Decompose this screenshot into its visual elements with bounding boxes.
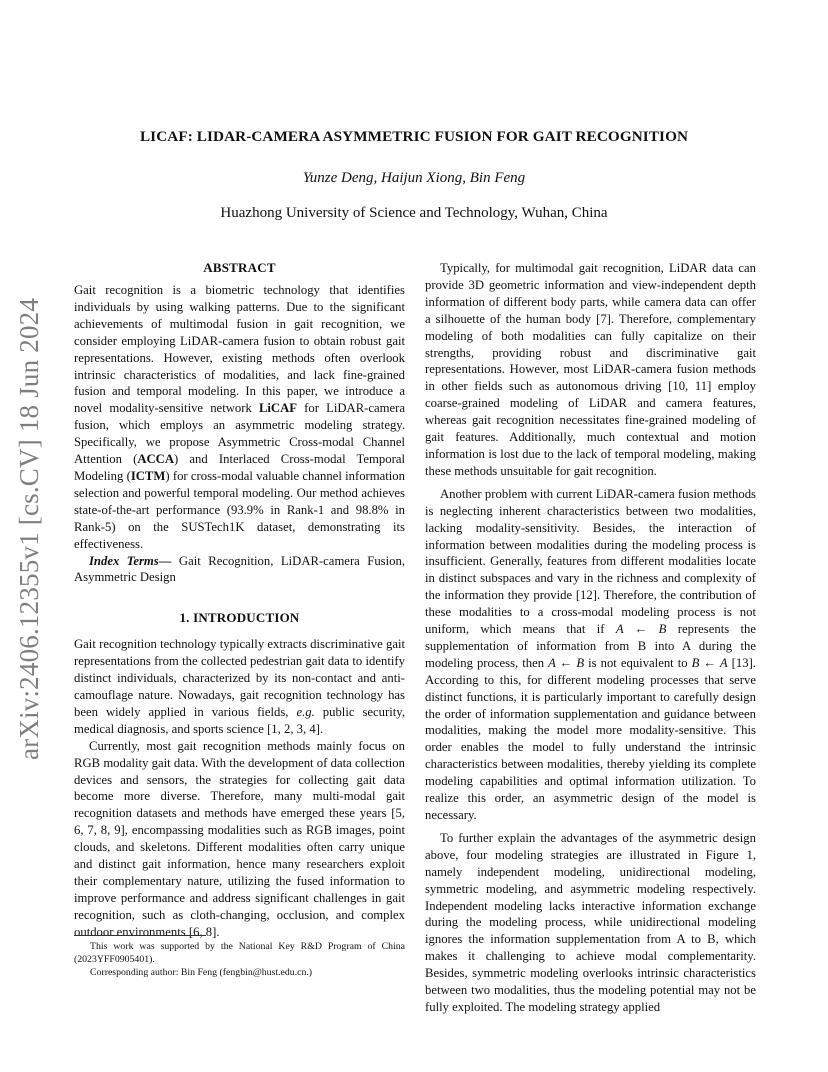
left-column [74, 260, 405, 941]
abstract-heading: ABSTRACT [203, 260, 276, 275]
right-paragraph-3: To further explain the advantages of the asymmetric design above, four modeling strategies are illustrated in Figure 1, namely independent modeling, unidirectional modeling, symmetric modeling, and asymmetric modeling respectively. Independent modeling lacks interactive information exchange during the modeling process, while unidirectional modeling ignores the information supplementation from A to B, which makes it challenging to achieve modal complementarity. Besides, symmetric modeling overlooks intrinsic characteristics between two modalities, thus the modeling potential may not be fully exploited. The modeling strategy applied [425, 830, 756, 1014]
paper-title: LICAF: LIDAR-CAMERA ASYMMETRIC FUSION FOR GAIT RECOGNITION [139, 128, 689, 145]
math-a-from-b: A ← B [615, 622, 667, 637]
paper-authors: Yunze Deng, Haijun Xiong, Bin Feng [302, 170, 526, 186]
footnote-divider [74, 935, 206, 936]
abstract-text: Gait recognition is a biometric technology that identifies individuals by using walking patterns. Due to the significant achievements of multimodal fusion in gait recognition, we consider employing LiDAR-camera fusion to obtain robust gait representations. However, existing methods often overlook intrinsic characteristics of modalities, and lack fine-grained fusion and temporal modeling. In this paper, we introduce a novel modality-sensitive network LiCAF for LiDAR-camera fusion, which employs an asymmetric modeling strategy. Specifically, we propose Asymmetric Cross-modal Channel Attention (ACCA) and Interlaced Cross-modal Temporal Modeling (ICTM) for cross-modal valuable channel information selection and powerful temporal modeling. Our method achieves state-of-the-art performance (93.9% in Rank-1 and 98.8% in Rank-5) on the SUSTech1K dataset, demonstrating its effectiveness. [74, 283, 405, 551]
right-paragraph-2: Another problem with current LiDAR-camera fusion methods is neglecting inherent characteristics between two modalities, lacking modality-sensitivity. Besides, the interaction of information between modalities during the modeling process is insufficient. Generally, features from different modalities locate in distinct subspaces and vary in the richness and complexity of the information they provide [12]. Therefore, the contribution of these modalities to a cross-modal modeling process is not uniform, which means that if A ← B represents the supplementation of information from B into A during the modeling process, then A ← B is not equivalent to B ← A [13]. According to this, for different modeling processes that serve distinct functions, it is particularly important to carefully design the order of information supplementation and guidance between modalities, making the model more modality-sensitive. This order enables the model to fully understand the intrinsic characteristics between modalities, thereby yielding its complete modeling capabilities and optimal information utilization. To realize this order, an asymmetric design of the model is necessary. [425, 486, 756, 822]
footnote-funding: This work was supported by the National Key R&D Program of China (2023YFF0905401). [74, 941, 405, 965]
math-b-from-a: B ← A [691, 655, 728, 670]
index-terms-label: Index Terms— [89, 553, 172, 568]
math-a-from-b-2: A ← B [548, 655, 585, 670]
intro-paragraph-1: Gait recognition technology typically extracts discriminative gait representations from the collected pedestrian gait data to identify distinct individuals, characterized by its non-contact and anti-camouflage nature. Nowadays, gait recognition technology has been widely applied in various fields, e.g. public security, medical diagnosis, and sports science [1, 2, 3, 4]. [74, 637, 405, 736]
introduction-heading: 1. INTRODUCTION [179, 610, 300, 626]
footnote [74, 940, 405, 979]
intro-paragraph-2: Currently, most gait recognition methods mainly focus on RGB modality gait data. With the development of data collection devices and sensors, the strategies for collecting gait data become more diverse. Therefore, many multi-modal gait recognition datasets and methods have emerged these years [5, 6, 7, 8, 9], encompassing modalities such as RGB images, point clouds, and skeletons. Different modalities often carry unique and distinct gait information, hence many researchers exploit their complementary nature, utilizing the fused information to improve performance and address significant challenges in gait recognition, such as cloth-changing, occlusion, and complex outdoor environments [6, 8]. [74, 738, 405, 939]
footnote-corresponding-author[interactable]: Corresponding author: Bin Feng (fengbin@hust.edu.cn.) [90, 967, 313, 978]
right-column [425, 260, 756, 1016]
arxiv-identifier-stamp[interactable]: arXiv:2406.12355v1 [cs.CV] 18 Jun 2024 [14, 297, 44, 760]
right-paragraph-1: Typically, for multimodal gait recognition, LiDAR data can provide 3D geometric information and view-independent depth information of different body parts, while camera data can offer a silhouette of the human body [7]. Therefore, complementary modeling of both modalities can fully capitalize on their strengths, providing robust and discriminative gait representations. However, most LiDAR-camera fusion methods in other fields such as autonomous driving [10, 11] employ coarse-grained modeling of LiDAR and camera features, whereas gait recognition necessitates fine-grained modeling of gait features. Additionally, much contextual and motion information is lost due to the lack of temporal modeling, making these methods unsuitable for gait recognition. [425, 261, 756, 478]
paper-affiliation: Huazhong University of Science and Technology, Wuhan, China [220, 205, 608, 221]
index-terms: Index Terms— Gait Recognition, LiDAR-camera Fusion, Asymmetric Design [74, 553, 405, 585]
